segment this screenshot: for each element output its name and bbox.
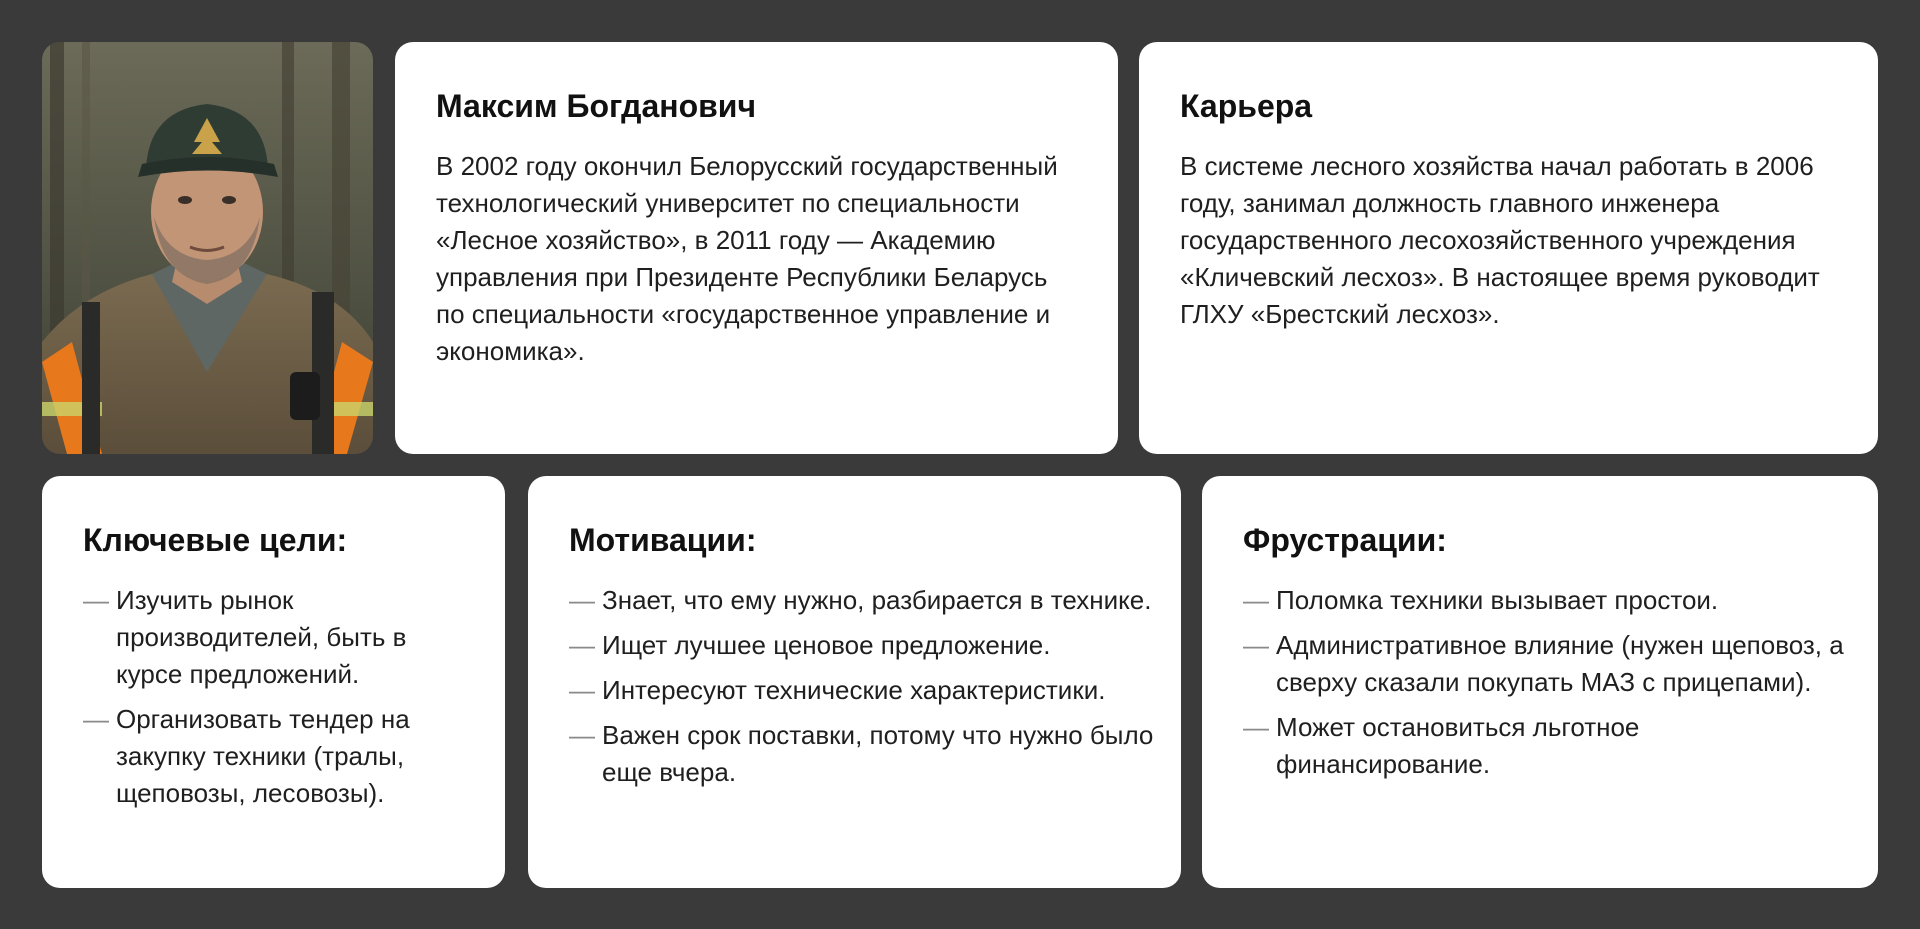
person-name: Максим Богданович xyxy=(436,88,757,124)
list-item xyxy=(569,582,1161,619)
bullet-dash: — xyxy=(1243,585,1269,615)
bullet-dash: — xyxy=(569,585,595,615)
frustrations-list xyxy=(1243,582,1848,783)
list-item-text: Административное влияние (нужен щеповоз, а сверху сказали покупать МАЗ с прицепами). xyxy=(1276,630,1844,697)
frustrations-card xyxy=(1202,476,1878,888)
career-title: Карьера xyxy=(1180,88,1313,124)
list-item xyxy=(569,627,1161,664)
bullet-dash: — xyxy=(1243,630,1269,660)
frustrations-title: Фрустрации: xyxy=(1243,522,1447,558)
list-item-text: Важен срок поставки, потому что нужно было еще вчера. xyxy=(602,720,1154,787)
goals-title: Ключевые цели: xyxy=(83,522,348,558)
profile-photo xyxy=(42,42,373,454)
motivations-card xyxy=(528,476,1181,888)
career-text: В системе лесного хозяйства начал работать в 2006 году, занимал должность главного инженера государственного лесохозяйственного учреждения «Кличевский лесхоз». В настоящее время руководит ГЛХУ «Брестский лесхоз». xyxy=(1180,151,1820,329)
list-item-text: Может остановиться льготное финансирование. xyxy=(1276,712,1640,779)
list-item-text: Поломка техники вызывает простои. xyxy=(1276,585,1719,615)
motivations-list xyxy=(569,582,1161,791)
list-item xyxy=(83,701,475,812)
bio-card xyxy=(395,42,1118,454)
list-item-text: Организовать тендер на закупку техники (тралы, щеповозы, лесовозы). xyxy=(116,704,410,808)
list-item-text: Интересуют технические характеристики. xyxy=(602,675,1106,705)
list-item xyxy=(1243,627,1848,701)
motivations-title: Мотивации: xyxy=(569,522,757,558)
bullet-dash: — xyxy=(569,675,595,705)
portrait-image xyxy=(42,42,373,454)
list-item xyxy=(1243,582,1848,619)
list-item xyxy=(569,717,1161,791)
bullet-dash: — xyxy=(83,704,109,734)
bullet-dash: — xyxy=(1243,712,1269,742)
list-item-text: Изучить рынок производителей, быть в курсе предложений. xyxy=(116,585,407,689)
list-item xyxy=(83,582,475,693)
list-item-text: Ищет лучшее ценовое предложение. xyxy=(602,630,1051,660)
goals-list xyxy=(83,582,475,812)
list-item-text: Знает, что ему нужно, разбирается в технике. xyxy=(602,585,1152,615)
career-card xyxy=(1139,42,1878,454)
list-item xyxy=(569,672,1161,709)
bullet-dash: — xyxy=(569,720,595,750)
bullet-dash: — xyxy=(83,585,109,615)
goals-card xyxy=(42,476,505,888)
bullet-dash: — xyxy=(569,630,595,660)
list-item xyxy=(1243,709,1848,783)
bio-text: В 2002 году окончил Белорусский государственный технологический университет по специальности «Лесное хозяйство», в 2011 году — Академию управления при Президенте Республики Беларусь по специальности «государственное управление и экономика». xyxy=(436,151,1058,366)
